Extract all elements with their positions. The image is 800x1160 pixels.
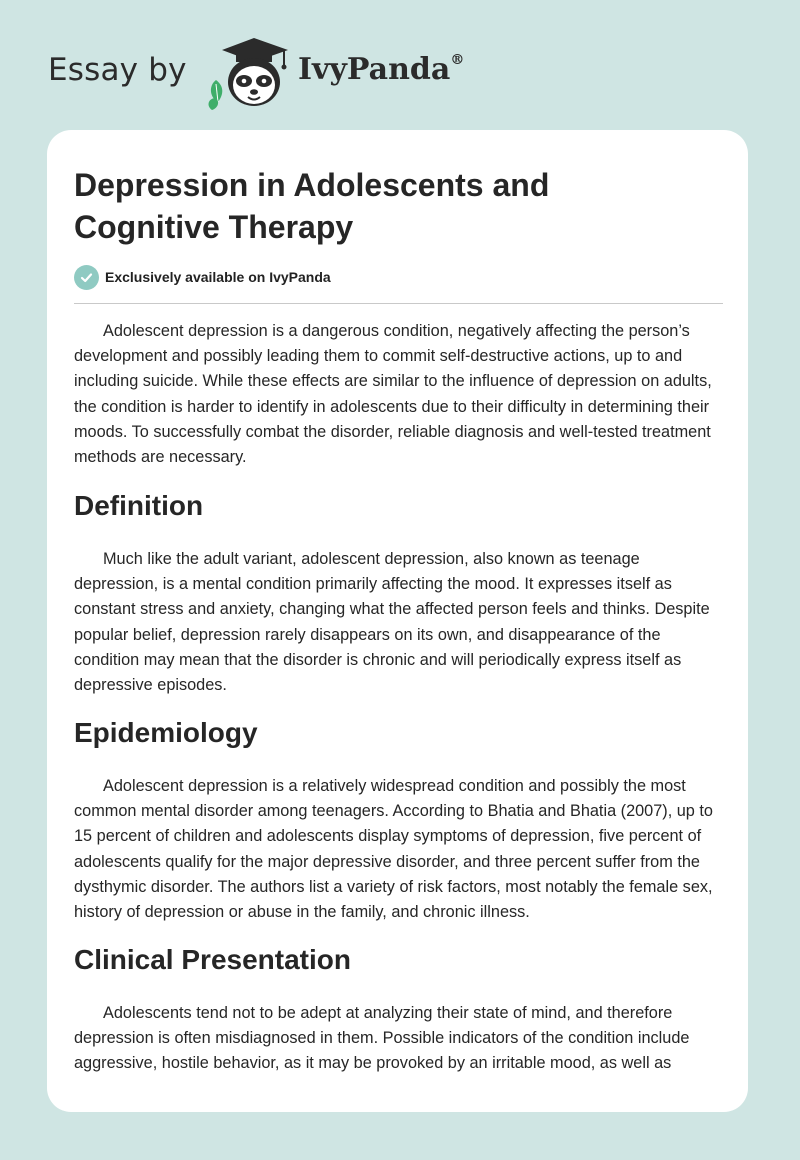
clinical-presentation-paragraph: Adolescents tend not to be adept at analyzing their state of mind, and therefore depression is often misdiagnosed in them. Possible indicators of the condition include aggressive, hostile behavior, as it may be provoked by an irritable mood, as well as [74,1004,690,1073]
checkmark-icon [74,265,99,290]
essay-by-label: Essay by [48,52,187,88]
brand-name[interactable]: IvyPanda® [298,52,465,87]
page-title: Depression in Adolescents and Cognitive Therapy [74,167,550,245]
site-header [48,34,748,114]
section-heading-definition: Definition [74,490,204,521]
epidemiology-paragraph: Adolescent depression is a relatively widespread condition and possibly the most common mental disorder among teenagers. According to Bhatia and Bhatia (2007), up to 15 percent of children and adolescents display symptoms of depression, five percent of adolescents qualify for the major depressive disorder, and three percent suffer from the dysthymic disorder. The authors list a variety of risk factors, most notably the female sex, history of depression or abuse in the family, and chronic illness. [74,777,713,922]
exclusive-label: Exclusively available on IvyPanda [105,269,331,285]
section-heading-clinical-presentation: Clinical Presentation [74,944,351,975]
intro-paragraph: Adolescent depression is a dangerous condition, negatively affecting the person’s development and possibly leading them to commit self-destructive actions, up to and including suicide. While these effects are similar to the influence of depression on adults, the condition is harder to identify in adolescents due to their difficulty in determining their moods. To successfully combat the disorder, reliable diagnosis and well-tested treatment methods are necessary. [74,322,712,467]
essay-card [47,130,748,1112]
section-heading-epidemiology: Epidemiology [74,717,258,748]
exclusive-badge [74,264,331,290]
definition-paragraph: Much like the adult variant, adolescent depression, also known as teenage depression, is a mental condition primarily affecting the mood. It expresses itself as constant stress and anxiety, changing what the affected person feels and thinks. Despite popular belief, depression rarely disappears on its own, and disappearance of the condition may mean that the disorder is chronic and will periodically express itself as depressive episodes. [74,550,710,695]
panda-logo-icon[interactable] [204,36,292,110]
divider [74,303,723,304]
